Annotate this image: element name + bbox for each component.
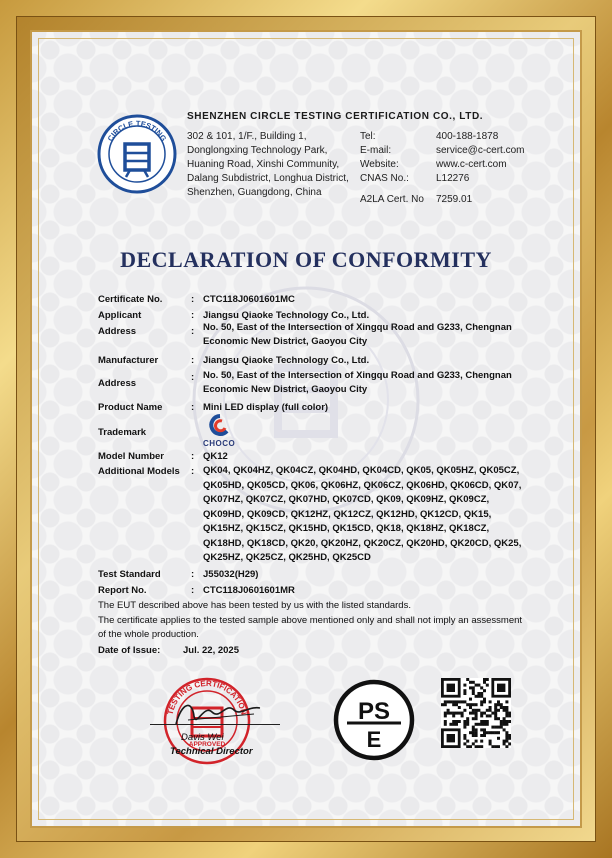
test-standard-label: Test Standard <box>98 569 161 580</box>
colon: : <box>191 569 195 580</box>
certificate-no-label: Certificate No. <box>98 294 163 305</box>
contact-key: A2LA Cert. No <box>360 194 424 205</box>
models-line: QK25HZ, QK25CZ, QK25HD, QK25CD <box>203 552 371 563</box>
statement-line: The EUT described above has been tested by us with the listed standards. <box>98 600 411 611</box>
stamp-text: TESTING CERTIFICATION <box>165 678 249 716</box>
trademark-label: Trademark <box>98 427 147 438</box>
manufacturer-address-label: Address <box>98 378 137 389</box>
colon: : <box>191 466 195 477</box>
contact-value: 400-188-1878 <box>436 131 499 142</box>
colon: : <box>191 355 195 366</box>
signer-name: Davis Wei <box>181 732 224 743</box>
applicant-address-line: Economic New District, Gaoyou City <box>203 336 368 347</box>
stamp-center-text: APPROVED <box>188 741 226 748</box>
contact-key: E-mail: <box>360 145 392 156</box>
contact-value: 7259.01 <box>436 194 473 205</box>
date-of-issue-label: Date of Issue: <box>98 645 161 656</box>
colon: : <box>191 326 195 337</box>
signature-scribble <box>168 694 268 734</box>
models-line: QK07HZ, QK07CZ, QK07HD, QK07CD, QK09, QK09HZ, QK09CZ, <box>203 494 490 505</box>
trademark-brand: CHOCO <box>203 439 236 448</box>
document-title: DECLARATION OF CONFORMITY <box>120 247 492 272</box>
address-line: Donglongxing Technology Park, <box>187 145 328 156</box>
manufacturer-address-line: Economic New District, Gaoyou City <box>203 384 368 395</box>
models-line: QK05HD, QK05CD, QK06, QK06HZ, QK06CZ, QK06HD, QK06CD, QK07, <box>203 479 522 491</box>
model-number-label: Model Number <box>98 451 164 462</box>
model-number-value: QK12 <box>203 451 228 462</box>
models-line: QK04, QK04HZ, QK04CZ, QK04HD, QK04CD, QK05, QK05HZ, QK05CZ, <box>203 465 520 476</box>
address-line: Dalang Subdistrict, Longhua District, <box>187 173 349 184</box>
product-name-label: Product Name <box>98 402 163 413</box>
circle-testing-logo <box>97 114 177 194</box>
report-no-value: CTC118J0601601MR <box>203 585 295 596</box>
certificate-no-value: CTC118J0601601MC <box>203 294 295 305</box>
product-name-value: Mini LED display (full color) <box>203 402 329 413</box>
colon: : <box>191 294 195 305</box>
models-line: QK18HD, QK18CD, QK20, QK20HZ, QK20CZ, QK20HD, QK20CD, QK25, <box>203 537 522 549</box>
models-line: QK15HZ, QK15CZ, QK15HD, QK15CD, QK18, QK18HZ, QK18CZ, <box>203 523 490 534</box>
applicant-value: Jiangsu Qiaoke Technology Co., Ltd. <box>203 310 370 321</box>
contact-key: Tel: <box>360 131 376 142</box>
pse-mark-icon <box>333 679 415 761</box>
logo-text: CIRCLE TESTING <box>105 118 169 143</box>
signer-role: Technical Director <box>170 746 253 757</box>
address-line: 302 & 101, 1/F., Building 1, <box>187 131 307 142</box>
additional-models-list <box>203 464 521 566</box>
statement-line: of the whole production. <box>98 629 199 640</box>
test-standard-value: J55032(H29) <box>203 569 259 580</box>
models-line: QK09HD, QK09CD, QK12HZ, QK12CZ, QK12HD, QK12CD, QK15, <box>203 508 492 520</box>
colon: : <box>191 310 195 321</box>
contact-key: CNAS No.: <box>360 173 409 184</box>
address-line: Shenzhen, Guangdong, China <box>187 187 322 198</box>
additional-models-label: Additional Models <box>98 466 180 477</box>
signature-line <box>150 724 280 725</box>
contact-value: L12276 <box>436 173 470 184</box>
pse-top-text: PS <box>357 698 391 725</box>
company-address <box>187 130 349 200</box>
applicant-address-label: Address <box>98 326 137 337</box>
colon: : <box>191 402 195 413</box>
colon: : <box>191 372 195 383</box>
colon: : <box>191 585 195 596</box>
date-of-issue-value: Jul. 22, 2025 <box>183 645 239 656</box>
address-line: Huaning Road, Xinshi Community, <box>187 159 340 170</box>
contact-keys <box>360 130 424 207</box>
manufacturer-label: Manufacturer <box>98 355 159 366</box>
pse-bottom-text: E <box>366 727 382 752</box>
qr-code-icon <box>441 678 511 748</box>
contact-value: service@c-cert.com <box>436 145 525 156</box>
contact-value: www.c-cert.com <box>436 159 507 170</box>
applicant-label: Applicant <box>98 310 142 321</box>
report-no-label: Report No. <box>98 585 147 596</box>
statement-line: The certificate applies to the tested sample above mentioned only and shall not imply an assessment <box>98 615 523 626</box>
manufacturer-address-line: No. 50, East of the Intersection of Xingqu Road and G233, Chengnan <box>203 370 512 381</box>
manufacturer-value: Jiangsu Qiaoke Technology Co., Ltd. <box>203 355 370 366</box>
applicant-address-line: No. 50, East of the Intersection of Xingqu Road and G233, Chengnan <box>203 322 512 333</box>
company-name: SHENZHEN CIRCLE TESTING CERTIFICATION CO., LTD. <box>187 111 484 122</box>
colon: : <box>191 451 195 462</box>
contact-values <box>436 130 525 207</box>
contact-key: Website: <box>360 159 399 170</box>
